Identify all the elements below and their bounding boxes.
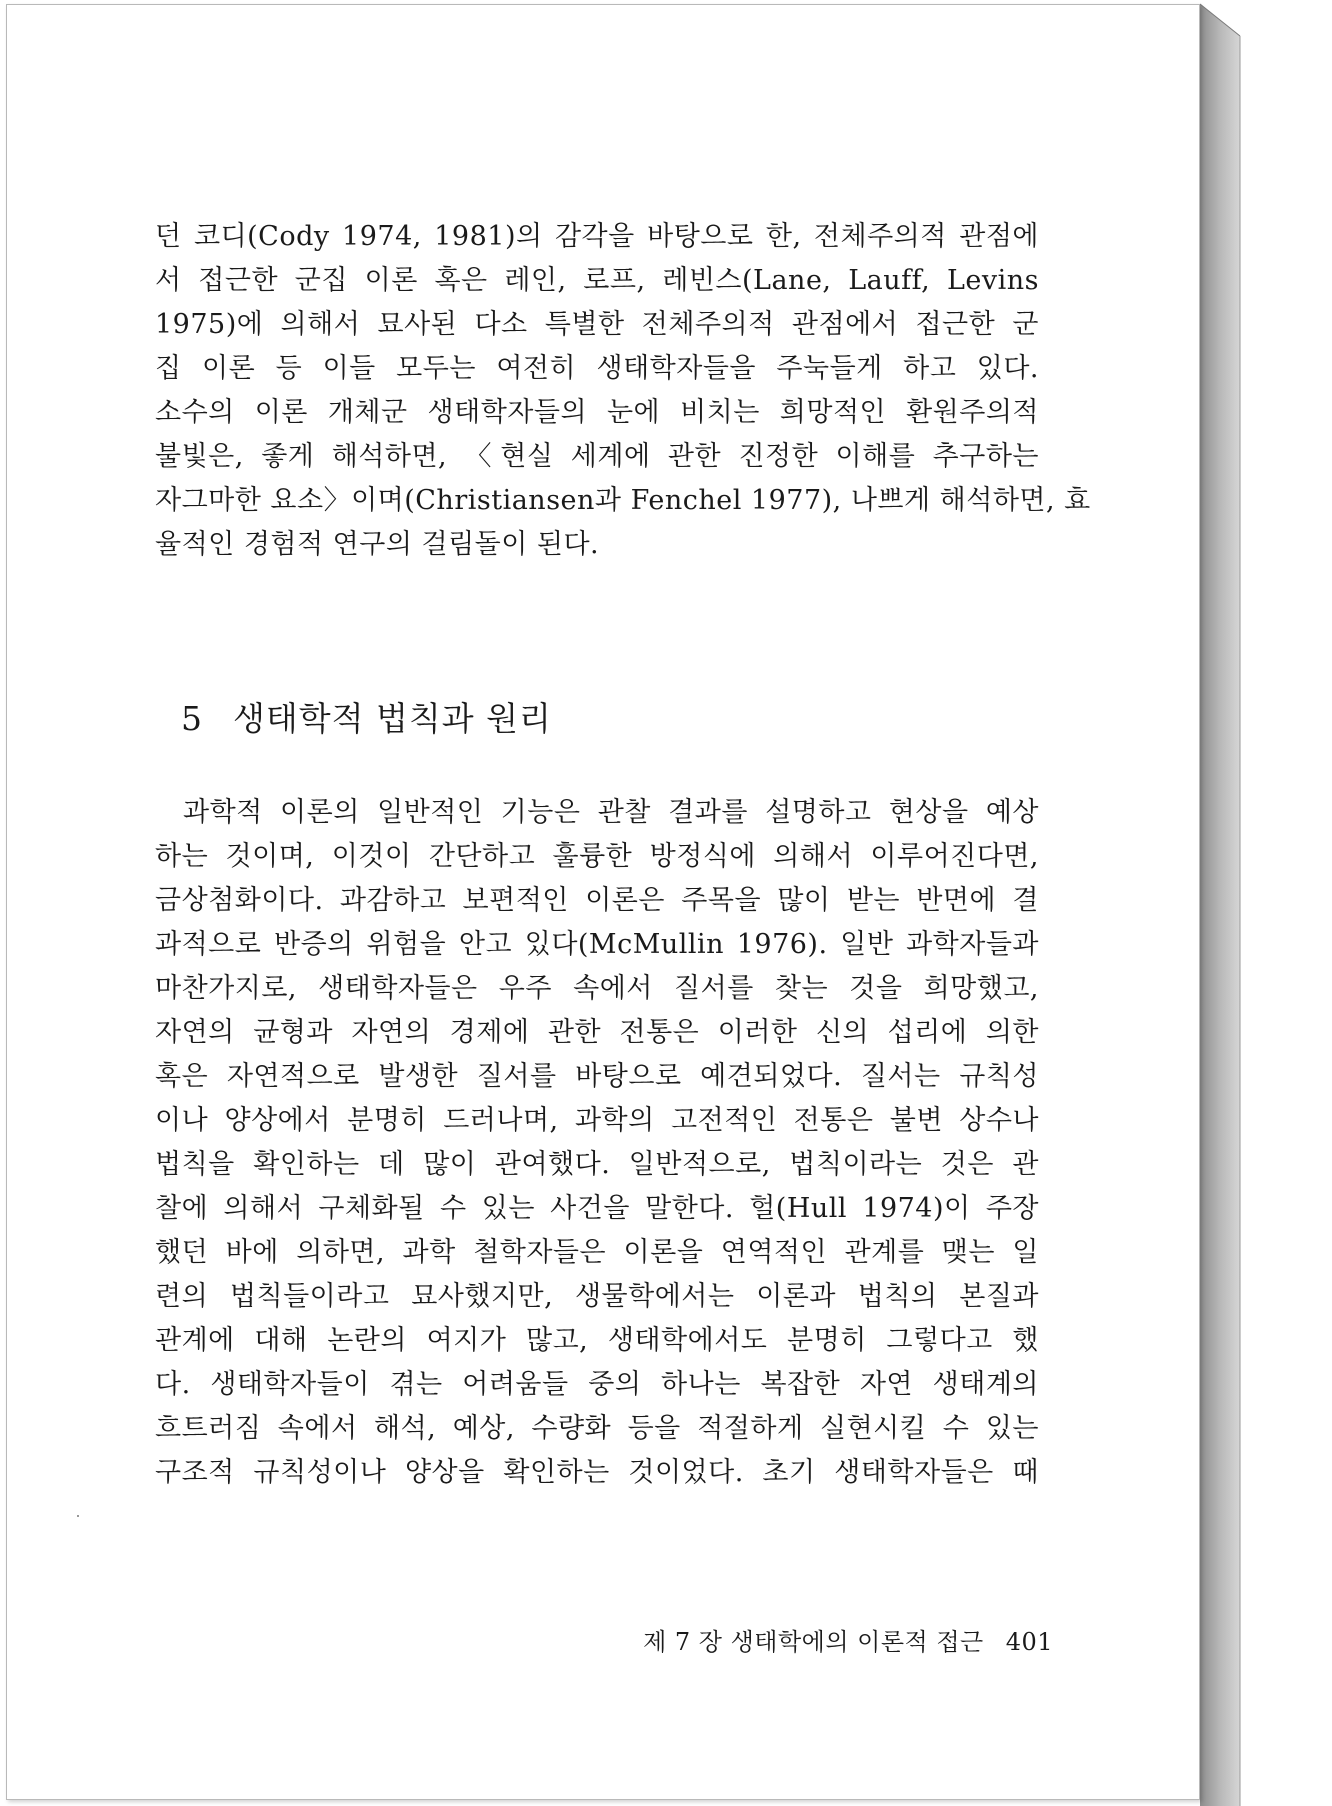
- text-line: 금상첨화이다. 과감하고 보편적인 이론은 주목을 많이 받는 반면에 결: [155, 885, 1039, 916]
- text-line: 던 코디(Cody 1974, 1981)의 감각을 바탕으로 한, 전체주의적 관점에: [155, 221, 1039, 252]
- text-line: 과학적 이론의 일반적인 기능은 관찰 결과를 설명하고 현상을 예상: [183, 797, 1039, 828]
- section-title: 생태학적 법칙과 원리: [233, 699, 552, 738]
- text-line: 소수의 이론 개체군 생태학자들의 눈에 비치는 희망적인 환원주의적: [155, 397, 1039, 428]
- paragraph-1: [155, 215, 1091, 567]
- text-line: 서 접근한 군집 이론 혹은 레인, 로프, 레빈스(Lane, Lauff, Levins: [155, 265, 1039, 296]
- text-line: 하는 것이며, 이것이 간단하고 훌륭한 방정식에 의해서 이루어진다면,: [155, 841, 1039, 872]
- document-page: [6, 4, 1200, 1800]
- page-number: 401: [1005, 1628, 1053, 1656]
- text-line: 1975)에 의해서 묘사된 다소 특별한 전체주의적 관점에서 접근한 군: [155, 309, 1039, 340]
- text-line: 집 이론 등 이들 모두는 여전히 생태학자들을 주눅들게 하고 있다.: [155, 353, 1039, 384]
- text-line: 법칙을 확인하는 데 많이 관여했다. 일반적으로, 법칙이라는 것은 관: [155, 1149, 1039, 1180]
- text-line: 율적인 경험적 연구의 걸림돌이 된다.: [155, 529, 600, 560]
- text-line: 다. 생태학자들이 겪는 어려움들 중의 하나는 복잡한 자연 생태계의: [155, 1369, 1039, 1400]
- text-line: 자연의 균형과 자연의 경제에 관한 전통은 이러한 신의 섭리에 의한: [155, 1017, 1039, 1048]
- text-line: 련의 법칙들이라고 묘사했지만, 생물학에서는 이론과 법칙의 본질과: [155, 1281, 1039, 1312]
- section-number: 5: [181, 699, 203, 738]
- scan-speck: [77, 1515, 79, 1517]
- text-line: 불빛은, 좋게 해석하면, 〈현실 세계에 관한 진정한 이해를 추구하는: [155, 441, 1039, 472]
- text-line: 마찬가지로, 생태학자들은 우주 속에서 질서를 찾는 것을 희망했고,: [155, 973, 1039, 1004]
- book-page-edge: [1200, 0, 1246, 1806]
- text-line: 관계에 대해 논란의 여지가 많고, 생태학에서도 분명히 그렇다고 했: [155, 1325, 1039, 1356]
- text-line: 찰에 의해서 구체화될 수 있는 사건을 말한다. 헐(Hull 1974)이 주장: [155, 1193, 1039, 1224]
- text-line: 구조적 규칙성이나 양상을 확인하는 것이었다. 초기 생태학자들은 때: [155, 1457, 1039, 1488]
- page-footer: [643, 1624, 1053, 1660]
- text-line: 자그마한 요소〉이며(Christiansen과 Fenchel 1977), 나쁘게 해석하면, 효: [155, 485, 1091, 516]
- text-line: 이나 양상에서 분명히 드러나며, 과학의 고전적인 전통은 불변 상수나: [155, 1105, 1039, 1136]
- text-line: 과적으로 반증의 위험을 안고 있다(McMullin 1976). 일반 과학자들과: [155, 929, 1039, 960]
- text-line: 흐트러짐 속에서 해석, 예상, 수량화 등을 적절하게 실현시킬 수 있는: [155, 1413, 1039, 1444]
- text-line: 했던 바에 의하면, 과학 철학자들은 이론을 연역적인 관계를 맺는 일: [155, 1237, 1039, 1268]
- text-line: 혹은 자연적으로 발생한 질서를 바탕으로 예견되었다. 질서는 규칙성: [155, 1061, 1039, 1092]
- paragraph-2: [155, 791, 1039, 1495]
- running-head: 제 7 장 생태학에의 이론적 접근: [643, 1628, 984, 1656]
- section-heading: [181, 697, 552, 741]
